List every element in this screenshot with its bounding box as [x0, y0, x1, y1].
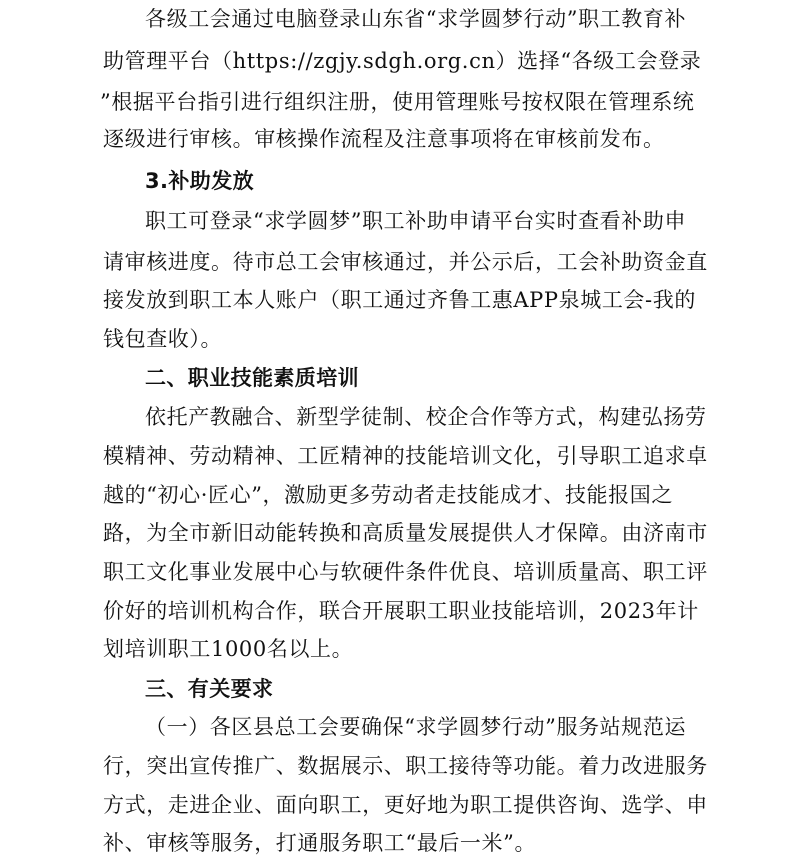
paragraph-line: 钱包查收）。 [103, 327, 223, 351]
paragraph-line: 补、审核等服务，打通服务职工“最后一米”。 [103, 831, 537, 855]
paragraph-line: 方式，走进企业、面向职工，更好地为职工提供咨询、选学、申 [103, 793, 708, 817]
paragraph-line: 职工可登录“求学圆梦”职工补助申请平台实时查看补助申 [145, 209, 687, 233]
paragraph-line: 路，为全市新旧动能转换和高质量发展提供人才保障。由济南市 [103, 521, 708, 545]
paragraph-line: 划培训职工1000名以上。 [103, 637, 354, 661]
section-heading-requirements: 三、有关要求 [145, 677, 274, 701]
paragraph-line: 模精神、劳动精神、工匠精神的技能培训文化，引导职工追求卓 [103, 444, 708, 468]
paragraph-line: 价好的培训机构合作，联合开展职工职业技能培训，2023年计 [103, 599, 699, 623]
section-heading-skills-training: 二、职业技能素质培训 [145, 366, 359, 390]
paragraph-line: （一）各区县总工会要确保“求学圆梦行动”服务站规范运 [145, 715, 687, 739]
paragraph-line: 助管理平台（https://zgjy.sdgh.org.cn）选择“各级工会登录 [103, 49, 702, 73]
paragraph-line: 行，突出宣传推广、数据展示、职工接待等功能。着力改进服务 [103, 754, 708, 778]
paragraph-line: 依托产教融合、新型学徒制、校企合作等方式，构建弘扬劳 [145, 405, 707, 429]
paragraph-line: 职工文化事业发展中心与软硬件条件优良、培训质量高、职工评 [103, 560, 708, 584]
paragraph-line: 接发放到职工本人账户（职工通过齐鲁工惠APP泉城工会-我的 [103, 288, 696, 312]
paragraph-line: 各级工会通过电脑登录山东省“求学圆梦行动”职工教育补 [145, 7, 687, 31]
paragraph-line: 请审核进度。待市总工会审核通过，并公示后，工会补助资金直 [103, 250, 708, 274]
paragraph-line: 逐级进行审核。审核操作流程及注意事项将在审核前发布。 [103, 127, 665, 151]
paragraph-line: 越的“初心·匠心”，激励更多劳动者走技能成才、技能报国之 [103, 483, 673, 507]
section-heading-subsidy-payment: 3.补助发放 [145, 169, 254, 193]
paragraph-line: ”根据平台指引进行组织注册，使用管理账号按权限在管理系统 [100, 90, 695, 114]
